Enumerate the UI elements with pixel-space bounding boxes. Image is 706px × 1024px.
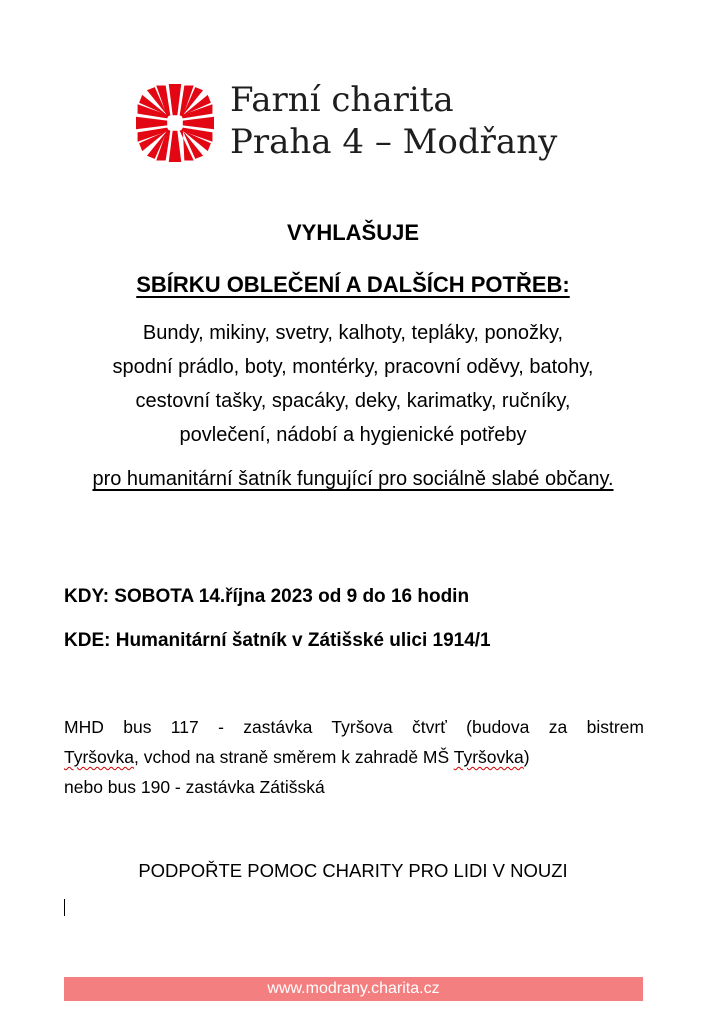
items-line: Bundy, mikiny, svetry, kalhoty, tepláky, ponožky,: [142, 322, 564, 344]
items-line: cestovní tašky, spacáky, deky, karimatky, ručníky,: [135, 390, 571, 412]
event-date-time: KDY: SOBOTA 14.října 2023 od 9 do 16 hodin: [64, 586, 470, 607]
organization-name-line-2: Praha 4 – Modřany: [230, 122, 558, 162]
footer-website-link[interactable]: www.modrany.charita.cz: [64, 977, 643, 1001]
caritas-cross-icon: [136, 84, 214, 162]
transport-directions: [64, 712, 644, 802]
support-slogan: PODPOŘTE POMOC CHARITY PRO LIDI V NOUZI: [138, 860, 568, 881]
collected-items-list: [40, 316, 666, 452]
transport-line-3: nebo bus 190 - zastávka Zátišská: [64, 777, 325, 797]
announcement-title: VYHLAŠUJE: [286, 220, 420, 245]
announcement-subtitle: SBÍRKU OBLEČENÍ A DALŠÍCH POTŘEB:: [136, 272, 570, 297]
collection-purpose: pro humanitární šatník fungující pro sociálně slabé občany.: [92, 468, 614, 490]
transport-line-2-end: ): [523, 747, 530, 767]
organization-name-line-1: Farní charita: [230, 80, 454, 120]
transport-line-1: MHD bus 117 - zastávka Tyršova čtvrť (budova za bistrem: [64, 717, 644, 737]
spellcheck-word: Tyršovka: [64, 747, 135, 767]
transport-line-2-text: , vchod na straně směrem k zahradě MŠ: [134, 747, 454, 767]
transport-line-2: [64, 742, 644, 772]
items-line: povlečení, nádobí a hygienické potřeby: [179, 424, 527, 446]
items-line: spodní prádlo, boty, montérky, pracovní oděvy, batohy,: [112, 356, 594, 378]
event-location: KDE: Humanitární šatník v Zátišské ulici 1914/1: [64, 630, 491, 651]
spellcheck-word: Tyršovka: [453, 747, 524, 767]
text-cursor: [64, 899, 65, 916]
organization-name: [230, 80, 557, 164]
